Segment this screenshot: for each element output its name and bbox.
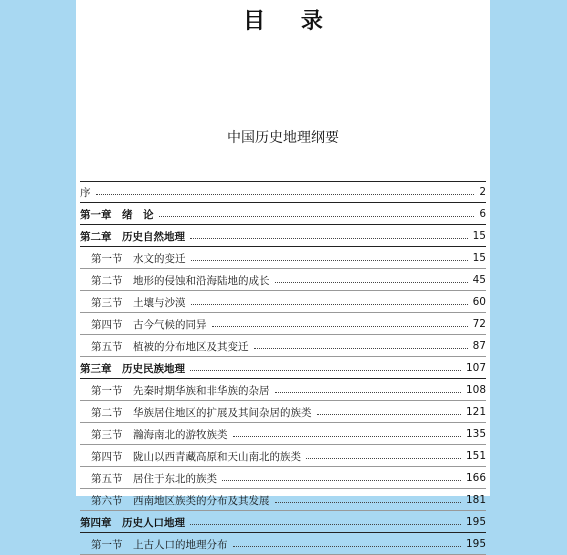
dot-leader	[191, 260, 468, 261]
toc-entry-label: 第三章 历史民族地理	[80, 362, 185, 375]
toc-preface-row[interactable]	[80, 181, 486, 203]
toc-entry-label: 第四节 陇山以西青藏高原和天山南北的族类	[91, 450, 301, 463]
table-of-contents	[80, 181, 486, 555]
toc-page-number: 15	[472, 230, 486, 242]
toc-page-number: 45	[472, 274, 486, 286]
toc-section-row[interactable]	[80, 423, 486, 445]
toc-page-number: 151	[465, 450, 486, 462]
toc-entry-label: 第二节 地形的侵蚀和沿海陆地的成长	[91, 274, 270, 287]
toc-section-row[interactable]	[80, 247, 486, 269]
toc-entry-label: 第一节 先秦时期华族和非华族的杂居	[91, 384, 270, 397]
book-title: 中国历史地理纲要	[227, 130, 339, 146]
toc-section-row[interactable]	[80, 335, 486, 357]
toc-section-row[interactable]	[80, 401, 486, 423]
dot-leader	[191, 304, 468, 305]
page-heading: 目 录	[243, 8, 337, 34]
toc-page-number: 135	[465, 428, 486, 440]
toc-section-row[interactable]	[80, 313, 486, 335]
toc-section-row[interactable]	[80, 445, 486, 467]
toc-page-number: 195	[465, 538, 486, 550]
dot-leader	[233, 546, 461, 547]
toc-page-number: 6	[479, 208, 486, 220]
toc-section-row[interactable]	[80, 291, 486, 313]
dot-leader	[233, 436, 461, 437]
toc-entry-label: 第三节 瀚海南北的游牧族类	[91, 428, 228, 441]
dot-leader	[275, 392, 461, 393]
dot-leader	[222, 480, 461, 481]
toc-page-number: 15	[472, 252, 486, 264]
toc-chapter-row[interactable]	[80, 203, 486, 225]
toc-entry-label: 第一节 上古人口的地理分布	[91, 538, 228, 551]
toc-entry-label: 第二节 华族居住地区的扩展及其间杂居的族类	[91, 406, 312, 419]
toc-section-row[interactable]	[80, 533, 486, 555]
toc-section-row[interactable]	[80, 489, 486, 511]
toc-entry-label: 第一章 绪 论	[80, 208, 154, 221]
toc-entry-label: 序	[80, 186, 91, 199]
toc-page-number: 166	[465, 472, 486, 484]
toc-section-row[interactable]	[80, 269, 486, 291]
dot-leader	[212, 326, 468, 327]
toc-chapter-row[interactable]	[80, 225, 486, 247]
toc-entry-label: 第五节 植被的分布地区及其变迁	[91, 340, 249, 353]
toc-entry-label: 第五节 居住于东北的族类	[91, 472, 217, 485]
dot-leader	[96, 194, 475, 195]
toc-entry-label: 第四节 古今气候的同异	[91, 318, 207, 331]
toc-entry-label: 第一节 水文的变迁	[91, 252, 186, 265]
dot-leader	[190, 370, 461, 371]
toc-section-row[interactable]	[80, 467, 486, 489]
dot-leader	[190, 238, 468, 239]
toc-entry-label: 第二章 历史自然地理	[80, 230, 185, 243]
toc-page-number: 72	[472, 318, 486, 330]
toc-page-number: 60	[472, 296, 486, 308]
dot-leader	[275, 282, 468, 283]
dot-leader	[317, 414, 461, 415]
toc-entry-label: 第六节 西南地区族类的分布及其发展	[91, 494, 270, 507]
toc-page-number: 87	[472, 340, 486, 352]
dot-leader	[159, 216, 475, 217]
toc-page-number: 181	[465, 494, 486, 506]
dot-leader	[275, 502, 461, 503]
toc-page-number: 121	[465, 406, 486, 418]
toc-chapter-row[interactable]	[80, 357, 486, 379]
toc-page-number: 2	[479, 186, 486, 198]
toc-entry-label: 第三节 土壤与沙漠	[91, 296, 186, 309]
dot-leader	[254, 348, 468, 349]
dot-leader	[306, 458, 461, 459]
toc-section-row[interactable]	[80, 379, 486, 401]
toc-page-number: 108	[465, 384, 486, 396]
toc-page-number: 195	[465, 516, 486, 528]
toc-chapter-row[interactable]	[80, 511, 486, 533]
toc-page-number: 107	[465, 362, 486, 374]
toc-entry-label: 第四章 历史人口地理	[80, 516, 185, 529]
dot-leader	[190, 524, 461, 525]
document-page	[76, 0, 490, 551]
